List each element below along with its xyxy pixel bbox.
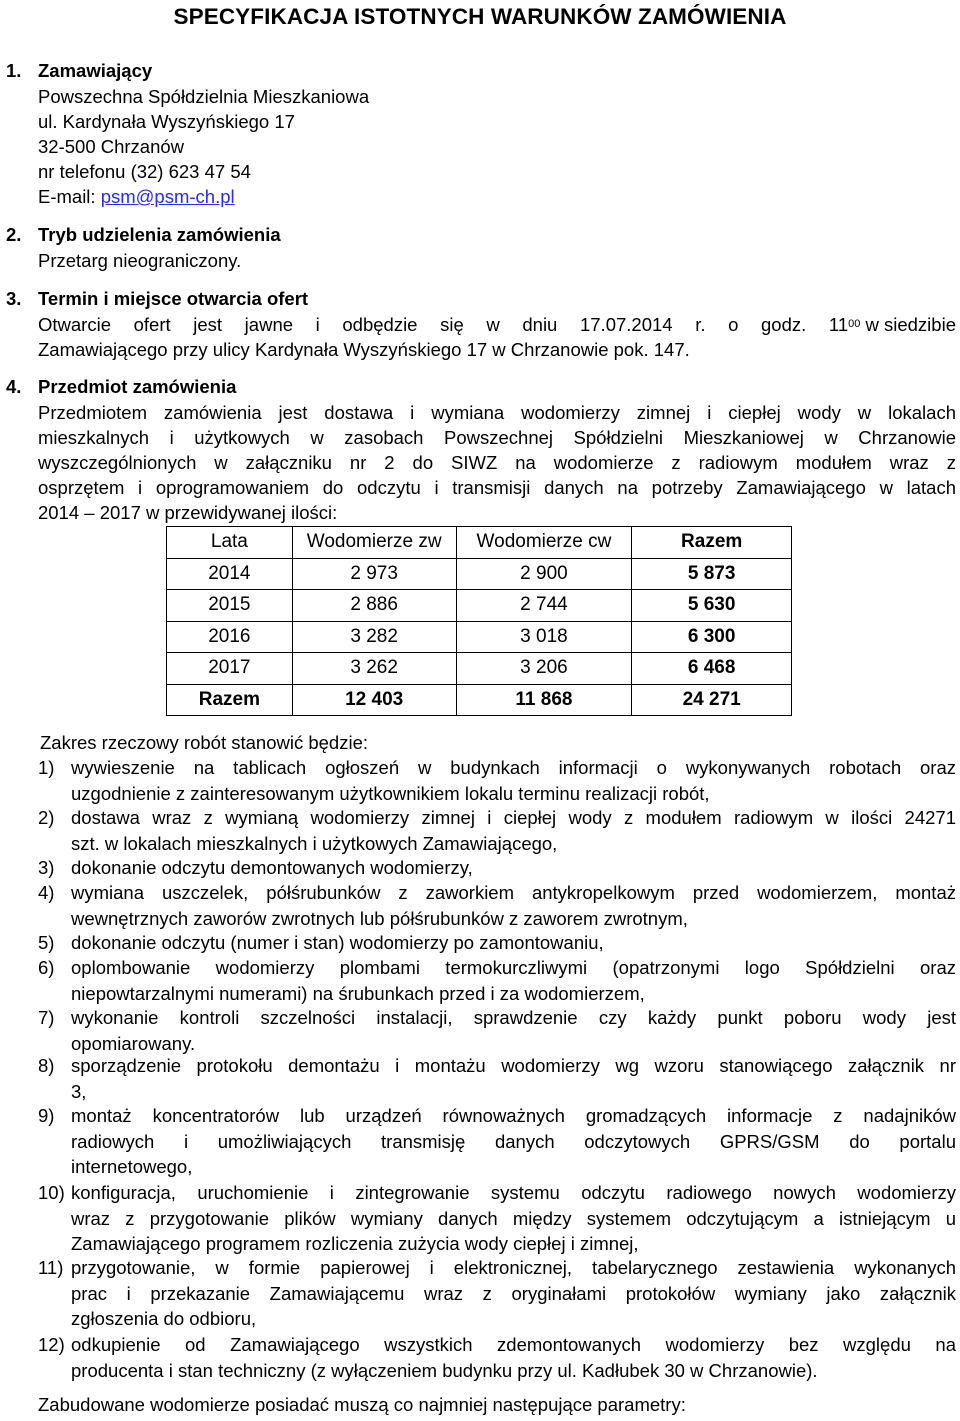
scope-item-line: konfiguracja, uruchomienie i zintegrowanie systemu odczytu radiowego nowych wodomierzy	[71, 1182, 956, 1203]
address-street: ul. Kardynała Wyszyńskiego 17	[38, 111, 295, 132]
table-row	[167, 558, 792, 590]
scope-item-number: 6)	[38, 957, 55, 978]
scope-item-line: zgłoszenia do odbioru,	[71, 1308, 257, 1330]
scope-item-line: wykonanie kontroli szczelności instalacji, sprawdzenie czy każdy punkt poboru wody jest	[71, 1007, 956, 1028]
section-3-line-1	[38, 314, 956, 336]
scope-item-line: uzgodnienie z zainteresowanym użytkownikiem lokalu terminu realizacji robót,	[71, 782, 710, 804]
scope-item-line: odkupienie od Zamawiającego wszystkich zdemontowanych wodomierzy bez względu na	[71, 1334, 956, 1355]
quantity-table	[166, 526, 792, 716]
section-title: Termin i miejsce otwarcia ofert	[38, 288, 309, 309]
table-row	[167, 653, 792, 685]
section-3-line-2: Zamawiającego przy ulicy Kardynała Wyszyńskiego 17 w Chrzanowie pok. 147.	[38, 339, 690, 360]
table-cell: 3 262	[292, 653, 456, 685]
section-4-line: Przedmiotem zamówienia jest dostawa i wymiana wodomierzy zimnej i ciepłej wody w lokalach	[38, 402, 956, 423]
scope-item-line: montaż koncentratorów lub urządzeń równoważnych gromadzących informacje z nadajników	[71, 1105, 956, 1126]
scope-item-line: internetowego,	[71, 1156, 193, 1178]
table-total-row	[167, 684, 792, 716]
section-4-line: 2014 – 2017 w przewidywanej ilości:	[38, 502, 338, 523]
section-2-heading	[6, 224, 281, 246]
section-4-line: mieszkalnych i użytkowych w zasobach Powszechnej Spółdzielni Mieszkaniowej w Chrzanowie	[38, 427, 956, 448]
scope-item-line: prac i przekazanie Zamawiającemu wraz z oryginałami protokołów wymiany jako załącznik	[71, 1282, 956, 1304]
section-number: 3.	[6, 288, 22, 309]
address-name: Powszechna Spółdzielnia Mieszkaniowa	[38, 86, 370, 107]
table-cell: 2 886	[292, 590, 456, 622]
table-cell: 2 973	[292, 558, 456, 590]
opening-hour-minutes: 00	[848, 318, 861, 330]
scope-item-line: sporządzenie protokołu demontażu i montażu wodomierzy wg wzoru stanowiącego załącznik nr	[71, 1055, 956, 1076]
table-cell: 2016	[167, 621, 293, 653]
scope-item-number: 1)	[38, 757, 55, 778]
document-title: SPECYFIKACJA ISTOTNYCH WARUNKÓW ZAMÓWIENIA	[173, 4, 787, 29]
table-cell: 24 271	[632, 684, 792, 716]
scope-item-line: wymiana uszczelek, półśrubunków z zaworkiem antykropelkowym przed wodomierzem, montaż	[71, 882, 956, 903]
scope-item-line: szt. w lokalach mieszkalnych i użytkowych Zamawiającego,	[71, 832, 558, 854]
section-number: 4.	[6, 376, 22, 397]
scope-item-line: producenta i stan techniczny (z wyłączeniem budynku przy ul. Kadłubek 30 w Chrzanowie).	[71, 1359, 818, 1381]
scope-item-line: dostawa wraz z wymianą wodomierzy zimnej i ciepłej wody z modułem radiowym w ilości 24271	[71, 807, 956, 828]
table-cell: 2014	[167, 558, 293, 590]
table-cell: 2015	[167, 590, 293, 622]
scope-item-number: 8)	[38, 1055, 55, 1076]
scope-item-line: niepowtarzalnymi numerami) na śrubunkach przed i za wodomierzem,	[71, 982, 645, 1004]
scope-item-number: 3)	[38, 857, 55, 878]
section-number: 1.	[6, 60, 22, 81]
address-phone: nr telefonu (32) 623 47 54	[38, 161, 251, 182]
scope-item-number: 12)	[38, 1334, 65, 1355]
scope-item-line: dokonanie odczytu demontowanych wodomierzy,	[71, 857, 473, 878]
scope-item-line: wraz z przygotowanie plików wymiany danych między systemem odczytującym a istniejącym u	[71, 1207, 956, 1229]
scope-item-number: 7)	[38, 1007, 55, 1028]
section-title: Tryb udzielenia zamówienia	[38, 224, 281, 245]
scope-item-number: 5)	[38, 932, 55, 953]
scope-item-line: 3,	[71, 1080, 87, 1102]
table-header-row	[167, 527, 792, 559]
section-number: 2.	[6, 224, 22, 245]
section-4-line: osprzętem i oprogramowaniem do odczytu i transmisji danych na potrzeby Zamawiającego w latach	[38, 477, 956, 498]
scope-item-line: wywieszenie na tablicach ogłoszeń w budynkach informacji o wykonywanych robotach oraz	[71, 757, 956, 778]
scope-item-line: Zamawiającego programem rozliczenia zużycia wody ciepłej i zimnej,	[71, 1233, 639, 1255]
table-cell: 3 282	[292, 621, 456, 653]
table-cell: 5 630	[632, 590, 792, 622]
table-row	[167, 621, 792, 653]
email-link[interactable]: psm@psm-ch.pl	[100, 186, 235, 207]
address-city: 32-500 Chrzanów	[38, 136, 185, 157]
scope-item-line: dokonanie odczytu (numer i stan) wodomierzy po zamontowaniu,	[71, 932, 604, 953]
email-label: E-mail:	[38, 186, 101, 207]
section-4-line: wyszczególnionych w załączniku nr 2 do SIWZ na wodomierze z radiowym modułem wraz z	[38, 452, 956, 473]
table-cell: 2017	[167, 653, 293, 685]
footer-line: Zabudowane wodomierze posiadać muszą co najmniej następujące parametry:	[38, 1394, 686, 1415]
section-2-body: Przetarg nieograniczony.	[38, 250, 242, 271]
table-cell: 2 744	[456, 590, 632, 622]
table-cell: Razem	[167, 684, 293, 716]
scope-item-number: 4)	[38, 882, 55, 903]
scope-item-line: opomiarowany.	[71, 1032, 196, 1054]
section-title: Przedmiot zamówienia	[38, 376, 237, 397]
opening-text: Otwarcie ofert jest jawne i odbędzie się w dniu 17.07.2014 r. o godz. 11	[38, 314, 849, 335]
table-cell: 6 300	[632, 621, 792, 653]
table-cell: 11 868	[456, 684, 632, 716]
scope-item-number: 10)	[38, 1182, 65, 1203]
scope-item-number: 11)	[38, 1257, 64, 1278]
section-title: Zamawiający	[38, 60, 153, 81]
table-cell: 3 206	[456, 653, 632, 685]
scope-item-line: wewnętrznych zaworów zwrotnych lub półśrubunków z zaworem zwrotnym,	[71, 907, 688, 929]
header-cell: Razem	[632, 527, 792, 559]
scope-item-line: przygotowanie, w formie papierowej i elektronicznej, tabelarycznego zestawienia wykonanych	[71, 1257, 956, 1278]
table-row	[167, 590, 792, 622]
header-cell: Lata	[167, 527, 293, 559]
scope-item-line: radiowych i umożliwiających transmisję danych odczytowych GPRS/GSM do portalu	[71, 1130, 956, 1152]
section-3-heading	[6, 288, 308, 310]
table-cell: 12 403	[292, 684, 456, 716]
scope-item-number: 9)	[38, 1105, 55, 1126]
scope-item-line: oplombowanie wodomierzy plombami termokurczliwymi (opatrzonymi logo Spółdzielni oraz	[71, 957, 956, 978]
scope-intro: Zakres rzeczowy robót stanowić będzie:	[40, 732, 368, 753]
address-email	[38, 186, 235, 208]
section-4-heading	[6, 376, 236, 398]
opening-place: w siedzibie	[860, 314, 956, 335]
header-cell: Wodomierze cw	[456, 527, 632, 559]
table-cell: 6 468	[632, 653, 792, 685]
table-cell: 5 873	[632, 558, 792, 590]
scope-item-number: 2)	[38, 807, 55, 828]
header-cell: Wodomierze zw	[292, 527, 456, 559]
section-1-heading	[6, 60, 152, 82]
table-cell: 3 018	[456, 621, 632, 653]
table-cell: 2 900	[456, 558, 632, 590]
